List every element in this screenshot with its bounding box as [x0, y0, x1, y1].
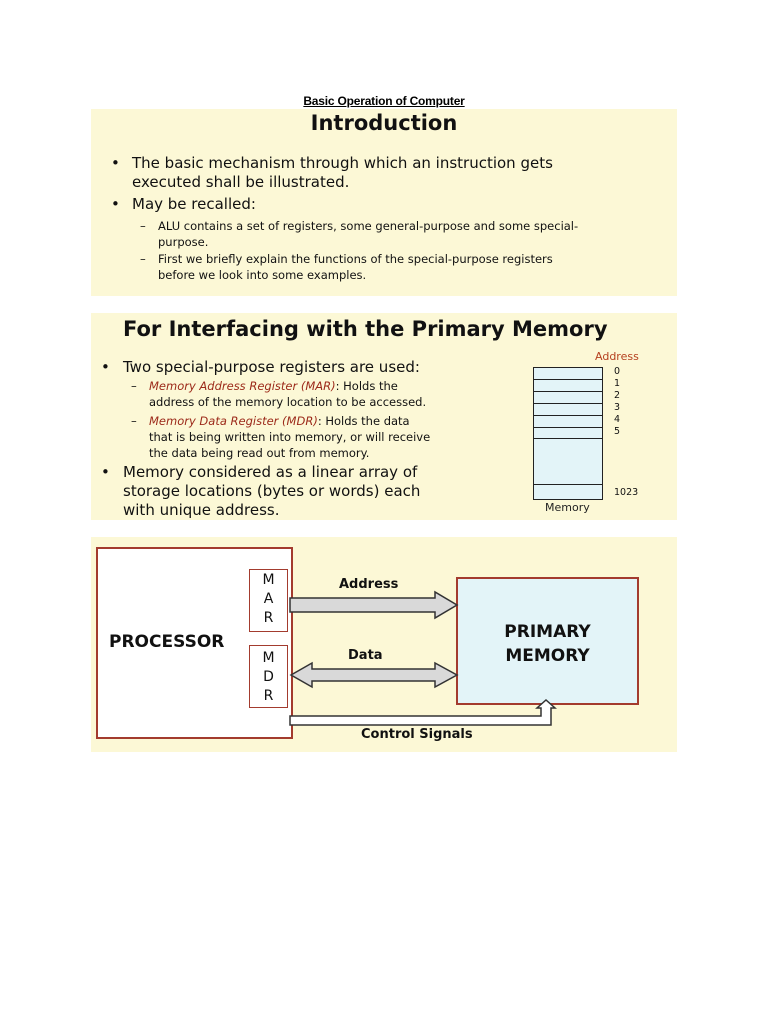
- slide-heading: Introduction: [310, 111, 458, 135]
- data-arrow: [291, 663, 457, 687]
- control-signals-label: Control Signals: [361, 727, 473, 742]
- connection-arrows: [91, 537, 677, 752]
- bullet-item: • May be recalled:: [111, 195, 256, 213]
- slide-block-diagram: [91, 537, 677, 752]
- memory-cell: [534, 404, 602, 416]
- bullet-item: • Two special-purpose registers are used:: [101, 358, 420, 376]
- address-number: 4: [614, 414, 621, 425]
- memory-cell: [534, 428, 602, 439]
- bullet-item: • The basic mechanism through which an instruction gets executed shall be illustrated.: [111, 154, 553, 191]
- sub-bullet-mar: – Memory Address Register (MAR): Holds the address of the memory location to be accessed.: [131, 379, 427, 409]
- address-arrow: [290, 592, 457, 618]
- address-number-last: 1023: [614, 487, 639, 498]
- address-arrow-label: Address: [339, 577, 399, 592]
- bullet-item: • Memory considered as a linear array of storage locations (bytes or words) each with unique address.: [101, 463, 421, 519]
- data-arrow-label: Data: [348, 648, 383, 663]
- memory-array: [533, 367, 603, 500]
- memory-caption: Memory: [545, 501, 590, 514]
- control-signals-arrow: [290, 700, 555, 725]
- mar-register: M A R: [249, 569, 288, 632]
- memory-cell: [534, 484, 602, 485]
- document-title: Basic Operation of Computer: [303, 94, 465, 108]
- address-number: 5: [614, 426, 621, 437]
- memory-cell: [534, 368, 602, 380]
- memory-cell: [534, 416, 602, 428]
- slide-primary-memory: [91, 313, 677, 520]
- memory-cell: [534, 392, 602, 404]
- sub-bullet: – ALU contains a set of registers, some general-purpose and some special- purpose.: [140, 219, 579, 249]
- sub-bullet-mdr: – Memory Data Register (MDR): Holds the data that is being written into memory, or will receive the data being read out from memory.: [131, 414, 431, 460]
- memory-cell: [534, 380, 602, 392]
- address-number: 0: [614, 366, 621, 377]
- processor-label: PROCESSOR: [109, 632, 225, 652]
- primary-memory-box: PRIMARY MEMORY: [456, 577, 639, 705]
- address-number: 1: [614, 378, 621, 389]
- slide-introduction: [91, 109, 677, 296]
- address-number: 2: [614, 390, 621, 401]
- address-number: 3: [614, 402, 621, 413]
- mdr-register: M D R: [249, 645, 288, 708]
- slide-heading: For Interfacing with the Primary Memory: [123, 317, 608, 341]
- address-label: Address: [595, 350, 639, 363]
- sub-bullet: – First we briefly explain the functions of the special-purpose registers before we look into some examples.: [140, 252, 553, 282]
